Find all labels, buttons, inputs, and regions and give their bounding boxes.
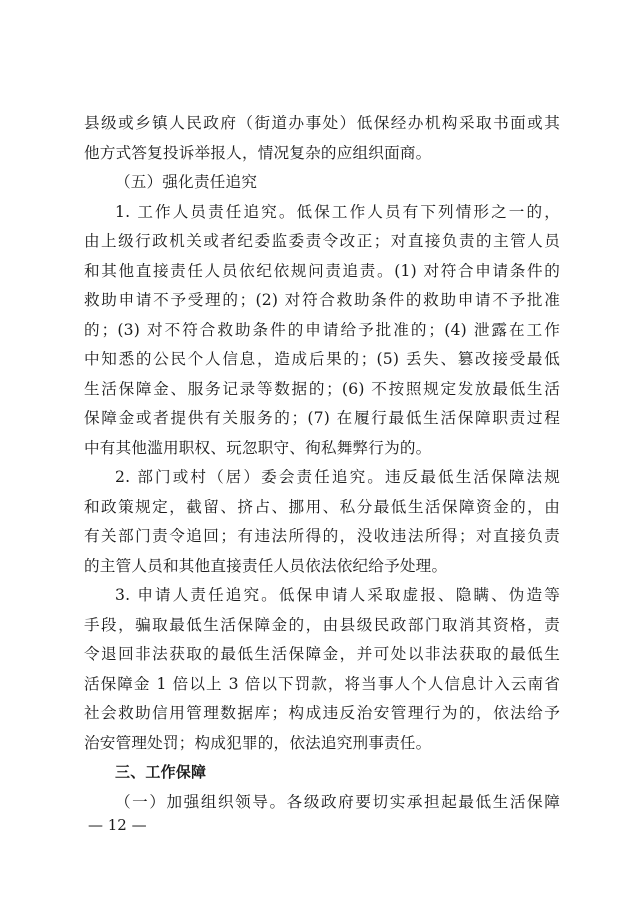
body-text-line: 生活保障金、服务记录等数据的；(6) 不按照规定发放最低生活	[84, 379, 560, 398]
body-text-line: 的；(3) 对不符合救助条件的申请给予批准的；(4) 泄露在工作	[84, 320, 560, 339]
body-text-line: 和政策规定，截留、挤占、挪用、私分最低生活保障资金的，由	[84, 497, 560, 516]
body-text-line: 3. 申请人责任追究。低保申请人采取虚报、隐瞒、伪造等	[115, 586, 560, 604]
body-text-line: 1. 工作人员责任追究。低保工作人员有下列情形之一的，	[115, 202, 560, 221]
section-heading: （五）强化责任追究	[115, 173, 258, 191]
body-text-line: 手段，骗取最低生活保障金的，由县级民政部门取消其资格，责	[84, 615, 560, 634]
body-text-line: 由上级行政机关或者纪委监委责令改正；对直接负责的主管人员	[84, 232, 560, 250]
body-text-line: 活保障金 1 倍以上 3 倍以下罚款，将当事人个人信息计入云南省	[84, 674, 560, 693]
body-text-line: 中有其他滥用职权、玩忽职守、徇私舞弊行为的。	[84, 438, 432, 457]
body-text-line: 保障金或者提供有关服务的；(7) 在履行最低生活保障职责过程	[84, 409, 560, 427]
body-text-line: 2. 部门或村（居）委会责任追究。违反最低生活保障法规	[115, 468, 560, 486]
body-text-line: （一）加强组织领导。各级政府要切实承担起最低生活保障	[115, 792, 560, 811]
body-text-line: 令退回非法获取的最低生活保障金，并可处以非法获取的最低生	[84, 645, 560, 663]
body-text-line: 有关部门责令追回；有违法所得的，没收违法所得；对直接负责	[84, 527, 560, 545]
body-text-line: 治安管理处罚；构成犯罪的，依法追究刑事责任。	[84, 733, 432, 752]
body-text-line: 他方式答复投诉举报人，情况复杂的应组织面商。	[84, 143, 432, 162]
body-text-line: 中知悉的公民个人信息，造成后果的；(5) 丢失、篡改接受最低	[84, 350, 560, 368]
body-text-line: 的主管人员和其他直接责任人员依法依纪给予处理。	[84, 556, 448, 575]
body-text-line: 救助申请不予受理的；(2) 对符合救助条件的救助申请不予批准	[84, 291, 560, 309]
body-text-line: 和其他直接责任人员依纪依规问责追责。(1) 对符合申请条件的	[84, 261, 560, 280]
body-text-line: 县级或乡镇人民政府（街道办事处）低保经办机构采取书面或其	[84, 114, 560, 132]
section-heading-bold: 三、工作保障	[115, 763, 207, 781]
body-text-line: 社会救助信用管理数据库；构成违反治安管理行为的，依法给予	[84, 704, 560, 722]
page-number: — 12 —	[88, 816, 147, 834]
